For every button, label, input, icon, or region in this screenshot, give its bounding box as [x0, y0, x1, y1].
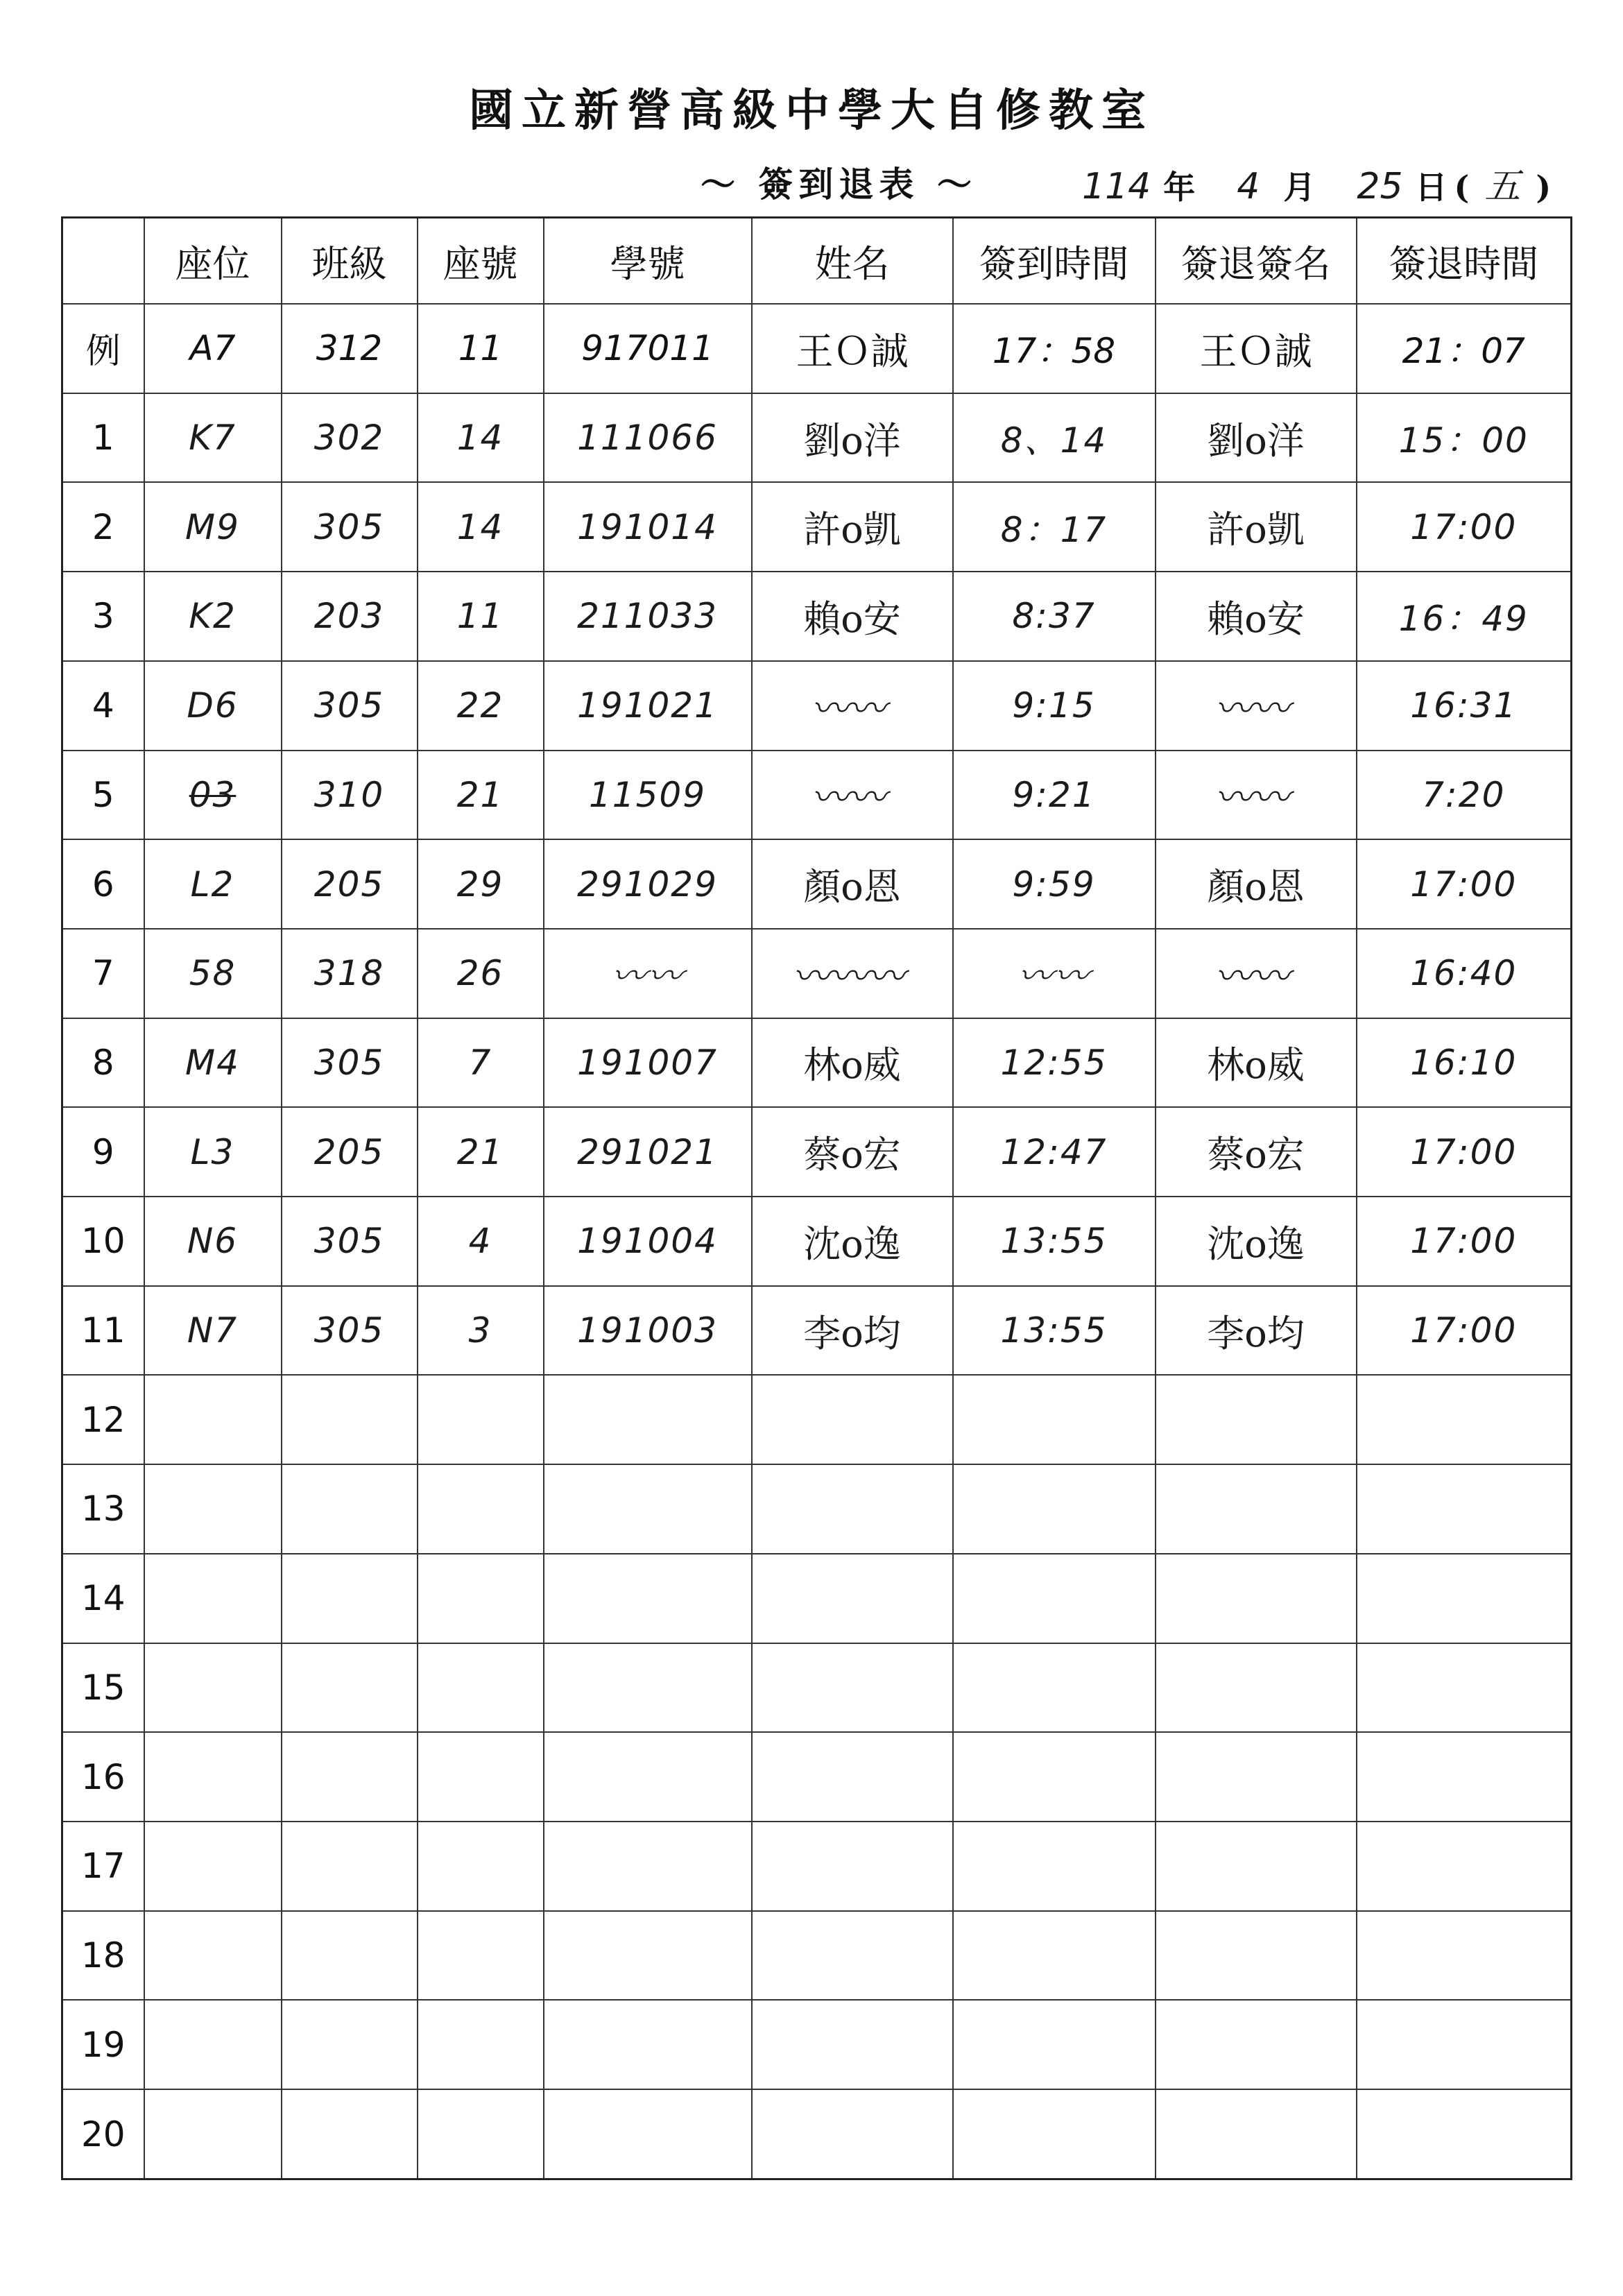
name-cell: [752, 1375, 953, 1464]
row-number: 19: [62, 2000, 144, 2089]
class-cell: 203: [282, 572, 418, 661]
date-year: 114: [1082, 166, 1151, 207]
signin-time-cell: 13:55: [953, 1286, 1156, 1376]
signout-signature-cell: [1156, 751, 1357, 840]
handwritten-signature: 〰〰: [809, 686, 894, 730]
signout-signature-cell: [1156, 1732, 1357, 1822]
signout-time-cell: [1357, 1911, 1572, 2001]
class-cell: [282, 1643, 418, 1733]
seat-cell: [144, 751, 282, 840]
number-cell: 21: [418, 1107, 544, 1197]
name-cell: 蔡o宏: [752, 1107, 953, 1197]
example-label: 例: [62, 304, 144, 393]
name-cell: [752, 1464, 953, 1554]
name-cell: 劉o洋: [752, 393, 953, 483]
name-cell: 沈o逸: [752, 1197, 953, 1286]
class-cell: [282, 2000, 418, 2089]
signin-time-cell: [953, 929, 1156, 1018]
name-cell: [752, 751, 953, 840]
student-id-cell: [544, 1643, 752, 1733]
signout-signature-cell: 賴o安: [1156, 572, 1357, 661]
col-header-signin-time: 簽到時間: [953, 218, 1156, 305]
number-cell: [418, 1822, 544, 1911]
student-id-cell: 111066: [544, 393, 752, 483]
student-id-cell: 191003: [544, 1286, 752, 1376]
signout-time-cell: 17:00: [1357, 1197, 1572, 1286]
table-row: [62, 2089, 1572, 2179]
row-number: 9: [62, 1107, 144, 1197]
seat-cell: [144, 1732, 282, 1822]
signin-time-cell: 13:55: [953, 1197, 1156, 1286]
signin-time-cell: [953, 2089, 1156, 2179]
class-cell: 305: [282, 482, 418, 572]
row-number: 5: [62, 751, 144, 840]
number-cell: 11: [418, 572, 544, 661]
table-row: [62, 1107, 1572, 1197]
handwritten-scribble: 〰〰: [1013, 956, 1094, 997]
signin-time-cell: 12:47: [953, 1107, 1156, 1197]
signin-time-cell: [953, 1822, 1156, 1911]
seat-cell: L2: [144, 839, 282, 929]
seat-cell: N7: [144, 1286, 282, 1376]
class-cell: [282, 1911, 418, 2001]
table-row: [62, 1197, 1572, 1286]
handwritten-signature: 〰〰: [809, 776, 894, 820]
date-weekday: 五: [1484, 166, 1521, 207]
row-number: 12: [62, 1375, 144, 1464]
table-row: [62, 1643, 1572, 1733]
number-cell: 21: [418, 751, 544, 840]
student-id-cell: 191021: [544, 661, 752, 751]
signout-signature-cell: [1156, 1375, 1357, 1464]
number-cell: [418, 1554, 544, 1643]
student-id-cell: 11509: [544, 751, 752, 840]
number-cell: 14: [418, 482, 544, 572]
seat-cell: N6: [144, 1197, 282, 1286]
signout-time-cell: 16：49: [1357, 572, 1572, 661]
number-cell: [418, 1911, 544, 2001]
number-cell: [418, 1732, 544, 1822]
student-id-cell: 191014: [544, 482, 752, 572]
date-month: 4: [1237, 166, 1260, 207]
student-id-cell: [544, 1375, 752, 1464]
date-day-label: 日: [1415, 169, 1448, 206]
class-cell: [282, 1732, 418, 1822]
table-row: [62, 1822, 1572, 1911]
date-day: 25: [1357, 166, 1403, 207]
row-number: 18: [62, 1911, 144, 2001]
number-cell: [418, 2089, 544, 2179]
seat-cell: [144, 1464, 282, 1554]
example-signin-time: 17：58: [953, 304, 1156, 393]
date-year-label: 年: [1163, 169, 1196, 206]
col-header-signout-signature: 簽退簽名: [1156, 218, 1357, 305]
table-row: [62, 2000, 1572, 2089]
seat-cell: D6: [144, 661, 282, 751]
signout-time-cell: [1357, 1464, 1572, 1554]
student-id-cell: [544, 1464, 752, 1554]
name-cell: 林o威: [752, 1018, 953, 1108]
number-cell: 4: [418, 1197, 544, 1286]
signout-time-cell: 17:00: [1357, 1286, 1572, 1376]
seat-cell: [144, 2089, 282, 2179]
student-id-cell: [544, 1911, 752, 2001]
number-cell: [418, 2000, 544, 2089]
number-cell: 14: [418, 393, 544, 483]
seat-cell: [144, 2000, 282, 2089]
class-cell: 305: [282, 1197, 418, 1286]
example-number: 11: [418, 304, 544, 393]
signout-time-cell: 7:20: [1357, 751, 1572, 840]
example-row: [62, 304, 1572, 393]
signin-time-cell: 12:55: [953, 1018, 1156, 1108]
signout-signature-cell: [1156, 2089, 1357, 2179]
row-number: 17: [62, 1822, 144, 1911]
class-cell: 305: [282, 1286, 418, 1376]
class-cell: 205: [282, 1107, 418, 1197]
name-cell: [752, 661, 953, 751]
seat-cell: [144, 1911, 282, 2001]
number-cell: 29: [418, 839, 544, 929]
date-line: [1082, 157, 1551, 209]
form-subtitle: ～ 簽到退表 ～: [701, 164, 977, 205]
col-header-name: 姓名: [752, 218, 953, 305]
student-id-cell: 211033: [544, 572, 752, 661]
table-row: [62, 1911, 1572, 2001]
signout-time-cell: [1357, 1643, 1572, 1733]
example-name: 王Ｏ誠: [752, 304, 953, 393]
signout-signature-cell: [1156, 1822, 1357, 1911]
name-cell: [752, 1911, 953, 2001]
signout-time-cell: 15：00: [1357, 393, 1572, 483]
class-cell: 305: [282, 661, 418, 751]
table-row: [62, 1018, 1572, 1108]
col-header-number: 座號: [418, 218, 544, 305]
signout-time-cell: [1357, 1375, 1572, 1464]
signout-time-cell: 17:00: [1357, 482, 1572, 572]
seat-cell: K2: [144, 572, 282, 661]
signout-signature-cell: 沈o逸: [1156, 1197, 1357, 1286]
signout-signature-cell: 李o均: [1156, 1286, 1357, 1376]
table-row: [62, 1375, 1572, 1464]
table-row: [62, 393, 1572, 483]
signout-signature-cell: 顏o恩: [1156, 839, 1357, 929]
table-row: [62, 839, 1572, 929]
student-id-cell: 291029: [544, 839, 752, 929]
signout-signature-cell: [1156, 1911, 1357, 2001]
signout-time-cell: [1357, 1554, 1572, 1643]
student-id-cell: [544, 2000, 752, 2089]
signout-signature-cell: 林o威: [1156, 1018, 1357, 1108]
seat-cell: L3: [144, 1107, 282, 1197]
seat-cell: M4: [144, 1018, 282, 1108]
class-cell: 205: [282, 839, 418, 929]
student-id-cell: [544, 2089, 752, 2179]
name-cell: [752, 1554, 953, 1643]
name-cell: [752, 2089, 953, 2179]
signin-time-cell: 8:37: [953, 572, 1156, 661]
table-row: [62, 929, 1572, 1018]
class-cell: 318: [282, 929, 418, 1018]
row-number: 6: [62, 839, 144, 929]
handwritten-signature: 〰〰: [1212, 686, 1298, 730]
name-cell: 顏o恩: [752, 839, 953, 929]
signin-time-cell: [953, 1911, 1156, 2001]
row-number: 10: [62, 1197, 144, 1286]
class-cell: [282, 1375, 418, 1464]
class-cell: [282, 2089, 418, 2179]
number-cell: [418, 1643, 544, 1733]
number-cell: 26: [418, 929, 544, 1018]
signout-time-cell: 17:00: [1357, 1107, 1572, 1197]
row-number: 2: [62, 482, 144, 572]
row-number: 14: [62, 1554, 144, 1643]
seat-value: 03: [189, 774, 237, 815]
col-header-index: [62, 218, 144, 305]
table-row: [62, 1732, 1572, 1822]
table-row: [62, 751, 1572, 840]
class-cell: 302: [282, 393, 418, 483]
class-cell: [282, 1822, 418, 1911]
number-cell: 7: [418, 1018, 544, 1108]
col-header-class: 班級: [282, 218, 418, 305]
row-number: 11: [62, 1286, 144, 1376]
class-cell: 310: [282, 751, 418, 840]
row-number: 20: [62, 2089, 144, 2179]
table-row: [62, 1464, 1572, 1554]
handwritten-signature: 〰〰: [1212, 954, 1298, 998]
name-cell: [752, 2000, 953, 2089]
signout-signature-cell: [1156, 1464, 1357, 1554]
signout-time-cell: 16:10: [1357, 1018, 1572, 1108]
handwritten-signature: 〰〰: [1212, 776, 1298, 820]
table-row: [62, 661, 1572, 751]
class-cell: [282, 1464, 418, 1554]
row-number: 15: [62, 1643, 144, 1733]
seat-cell: [144, 1375, 282, 1464]
name-cell: 賴o安: [752, 572, 953, 661]
name-cell: [752, 929, 953, 1018]
signin-time-cell: [953, 2000, 1156, 2089]
signin-time-cell: 9:59: [953, 839, 1156, 929]
table-row: [62, 482, 1572, 572]
handwritten-scribble: 〰〰: [606, 956, 687, 997]
example-seat: A7: [144, 304, 282, 393]
name-cell: 許o凱: [752, 482, 953, 572]
signout-time-cell: 16:40: [1357, 929, 1572, 1018]
signout-time-cell: [1357, 2089, 1572, 2179]
signin-time-cell: [953, 1554, 1156, 1643]
signout-time-cell: 17:00: [1357, 839, 1572, 929]
row-number: 8: [62, 1018, 144, 1108]
example-signout-time: 21：07: [1357, 304, 1572, 393]
signout-signature-cell: [1156, 2000, 1357, 2089]
signin-time-cell: [953, 1643, 1156, 1733]
student-id-cell: [544, 929, 752, 1018]
student-id-cell: [544, 1554, 752, 1643]
seat-cell: [144, 1822, 282, 1911]
signout-time-cell: [1357, 1822, 1572, 1911]
row-number: 7: [62, 929, 144, 1018]
signin-time-cell: [953, 1375, 1156, 1464]
signout-signature-cell: 許o凱: [1156, 482, 1357, 572]
student-id-cell: [544, 1822, 752, 1911]
col-header-student-id: 學號: [544, 218, 752, 305]
date-month-label: 月: [1283, 169, 1316, 206]
table-row: [62, 1554, 1572, 1643]
number-cell: 22: [418, 661, 544, 751]
name-cell: [752, 1822, 953, 1911]
col-header-signout-time: 簽退時間: [1357, 218, 1572, 305]
signout-signature-cell: 蔡o宏: [1156, 1107, 1357, 1197]
name-cell: [752, 1643, 953, 1733]
student-id-cell: [544, 1732, 752, 1822]
signin-table: [61, 216, 1572, 2180]
signin-time-cell: 8：17: [953, 482, 1156, 572]
header-row: [62, 218, 1572, 305]
signout-signature-cell: [1156, 1643, 1357, 1733]
row-number: 16: [62, 1732, 144, 1822]
col-header-seat: 座位: [144, 218, 282, 305]
seat-cell: K7: [144, 393, 282, 483]
signout-signature-cell: [1156, 929, 1357, 1018]
class-cell: [282, 1554, 418, 1643]
signin-time-cell: [953, 1464, 1156, 1554]
example-student-id: 917011: [544, 304, 752, 393]
row-number: 13: [62, 1464, 144, 1554]
seat-cell: M9: [144, 482, 282, 572]
table-row: [62, 1286, 1572, 1376]
date-weekday-close: ): [1536, 169, 1552, 206]
seat-cell: [144, 1643, 282, 1733]
student-id-cell: 191007: [544, 1018, 752, 1108]
row-number: 1: [62, 393, 144, 483]
class-cell: 305: [282, 1018, 418, 1108]
name-cell: 李o均: [752, 1286, 953, 1376]
signout-time-cell: 16:31: [1357, 661, 1572, 751]
seat-cell: [144, 1554, 282, 1643]
student-id-cell: 191004: [544, 1197, 752, 1286]
number-cell: [418, 1375, 544, 1464]
signin-time-cell: 8、14: [953, 393, 1156, 483]
signout-time-cell: [1357, 1732, 1572, 1822]
row-number: 4: [62, 661, 144, 751]
signin-time-cell: 9:15: [953, 661, 1156, 751]
seat-cell: 58: [144, 929, 282, 1018]
example-signout-signature: 王Ｏ誠: [1156, 304, 1357, 393]
signout-signature-cell: [1156, 1554, 1357, 1643]
signout-time-cell: [1357, 2000, 1572, 2089]
example-class: 312: [282, 304, 418, 393]
date-weekday-open: (: [1454, 169, 1470, 206]
row-number: 3: [62, 572, 144, 661]
signin-time-cell: [953, 1732, 1156, 1822]
number-cell: 3: [418, 1286, 544, 1376]
table-row: [62, 572, 1572, 661]
handwritten-signature: 〰〰〰: [790, 954, 913, 998]
name-cell: [752, 1732, 953, 1822]
page-title: 國立新營高級中學大自修教室: [469, 85, 1154, 137]
student-id-cell: 291021: [544, 1107, 752, 1197]
signout-signature-cell: [1156, 661, 1357, 751]
number-cell: [418, 1464, 544, 1554]
signout-signature-cell: 劉o洋: [1156, 393, 1357, 483]
signin-time-cell: 9:21: [953, 751, 1156, 840]
